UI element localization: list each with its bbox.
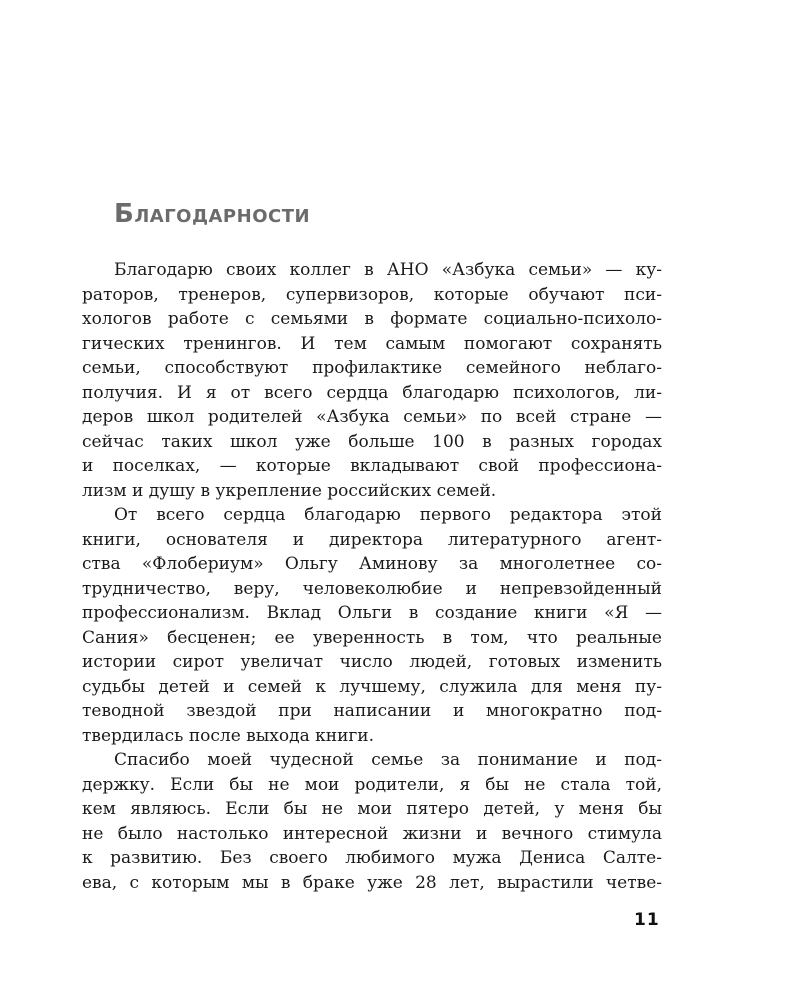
page-number: 11 [634,910,660,930]
text-line: хологов работе с семьями в формате социально-психоло- [82,309,662,329]
text-line: Спасибо моей чудесной семье за понимание и под- [114,750,662,770]
text-line: профессионализм. Вклад Ольги в создание книги «Я — [82,603,662,623]
text-line: сейчас таких школ уже больше 100 в разных городах [82,431,662,452]
text-line: теводной звездой при написании и многократно под- [82,701,662,721]
text-line: От всего сердца благодарю первого редактора этой [114,505,662,525]
text-line: твердилась после выхода книги. [82,725,375,746]
text-line: Сания» бесценен; ее уверенность в том, что реальные [82,627,662,648]
text-line: трудничество, веру, человеколюбие и непревзойденный [82,578,662,599]
text-line: ства «Флобериум» Ольгу Аминову за многолетнее со- [82,554,662,574]
text-line: гических тренингов. И тем самым помогают сохранять [82,333,662,354]
text-line: истории сирот увеличат число людей, готовых изменить [82,652,662,672]
text-line: лизм и душу в укрепление российских семей. [82,480,497,501]
text-line: раторов, тренеров, супервизоров, которые обучают пси- [82,284,662,305]
text-line: и поселках, — которые вкладывают свой профессиона- [82,456,662,476]
text-line: не было настолько интересной жизни и вечного стимула [82,823,662,844]
text-line: Благодарю своих коллег в АНО «Азбука семьи» — ку- [114,260,662,280]
text-line: ева, с которым мы в браке уже 28 лет, вырастили четве- [82,872,662,893]
text-line: держку. Если бы не мои родители, я бы не стала той, [82,774,662,795]
text-line: кем являюсь. Если бы не мои пятеро детей, у меня бы [82,799,662,819]
text-line: к развитию. Без своего любимого мужа Дениса Салте- [82,848,662,868]
section-heading: Благодарности [114,199,311,229]
text-line: получия. И я от всего сердца благодарю психологов, ли- [82,382,662,403]
text-line: деров школ родителей «Азбука семьи» по всей стране — [82,407,662,427]
text-line: семьи, способствуют профилактике семейного неблаго- [82,358,662,378]
body-text [82,258,662,895]
text-line: книги, основателя и директора литературного агент- [82,529,662,550]
text-line: судьбы детей и семей к лучшему, служила для меня пу- [82,676,662,697]
